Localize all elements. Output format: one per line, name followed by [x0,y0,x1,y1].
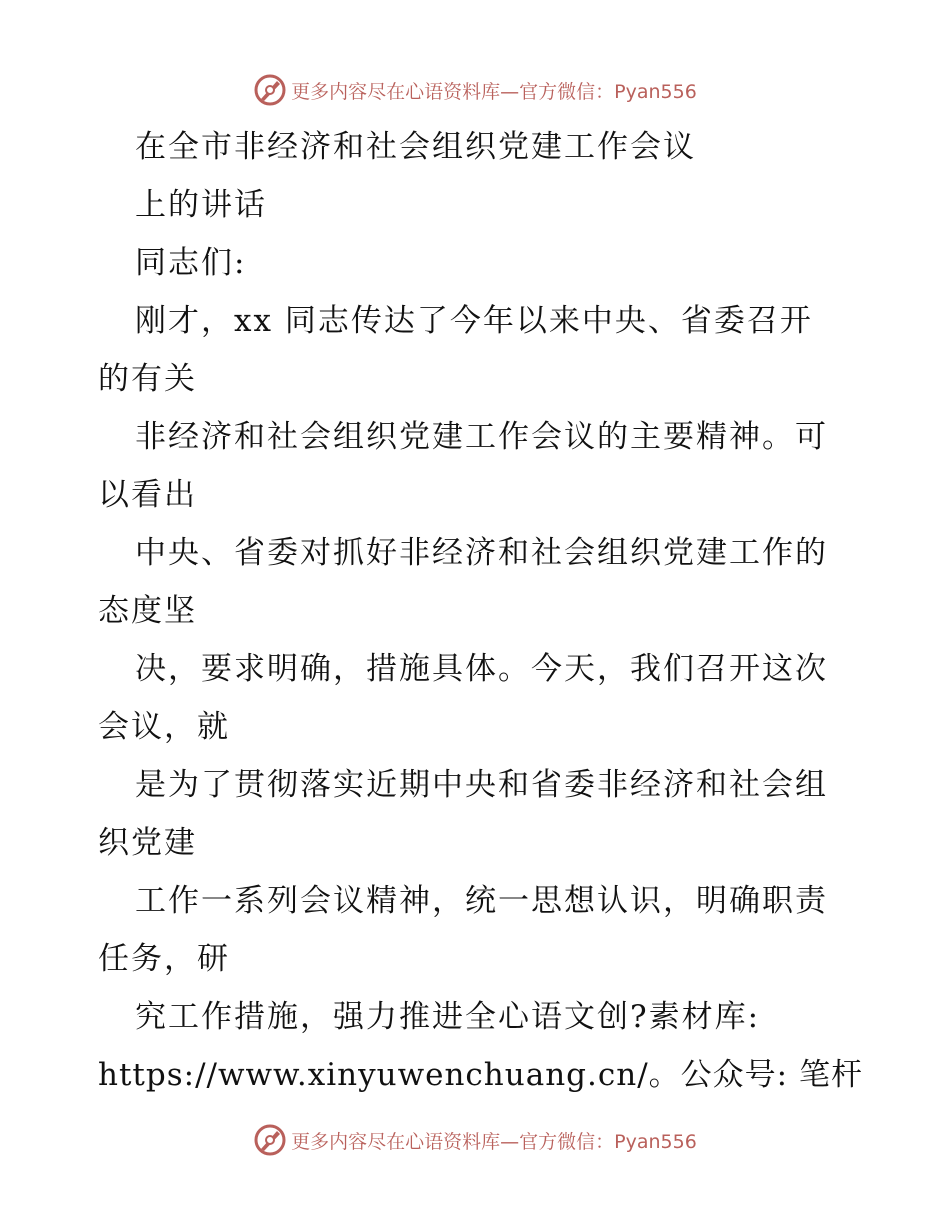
doc-line: 会议，就 [98,709,230,745]
doc-line-url: https://www.xinyuwenchuang.cn/。公众号: 笔杆 [98,1057,863,1093]
doc-line-salutation: 同志们: [135,245,247,281]
quill-seal-icon [253,73,287,107]
doc-line: 工作一系列会议精神，统一思想认识，明确职责 [135,883,828,919]
doc-line: 的有关 [98,361,197,397]
doc-line: 究工作措施，强力推进全心语文创?素材库: [135,999,761,1035]
doc-line: 中央、省委对抓好非经济和社会组织党建工作的 [135,535,828,571]
doc-line: 态度坚 [98,593,197,629]
footer-banner-text: 更多内容尽在心语资料库—官方微信：Pyan556 [291,1130,697,1153]
doc-line: 是为了贯彻落实近期中央和省委非经济和社会组 [135,767,828,803]
header-banner [0,70,950,110]
doc-line: 刚才，xx 同志传达了今年以来中央、省委召开 [135,303,813,339]
doc-line-title-1: 在全市非经济和社会组织党建工作会议 [135,129,696,165]
doc-line: 任务，研 [98,941,230,977]
doc-line-title-2: 上的讲话 [135,187,267,223]
header-banner-text: 更多内容尽在心语资料库—官方微信：Pyan556 [291,80,697,103]
doc-line: 非经济和社会组织党建工作会议的主要精神。可 [135,419,828,455]
doc-line: 以看出 [98,477,197,513]
footer-banner [0,1120,950,1160]
quill-seal-icon [253,1123,287,1157]
doc-line: 织党建 [98,825,197,861]
doc-line: 决，要求明确，措施具体。今天，我们召开这次 [135,651,828,687]
